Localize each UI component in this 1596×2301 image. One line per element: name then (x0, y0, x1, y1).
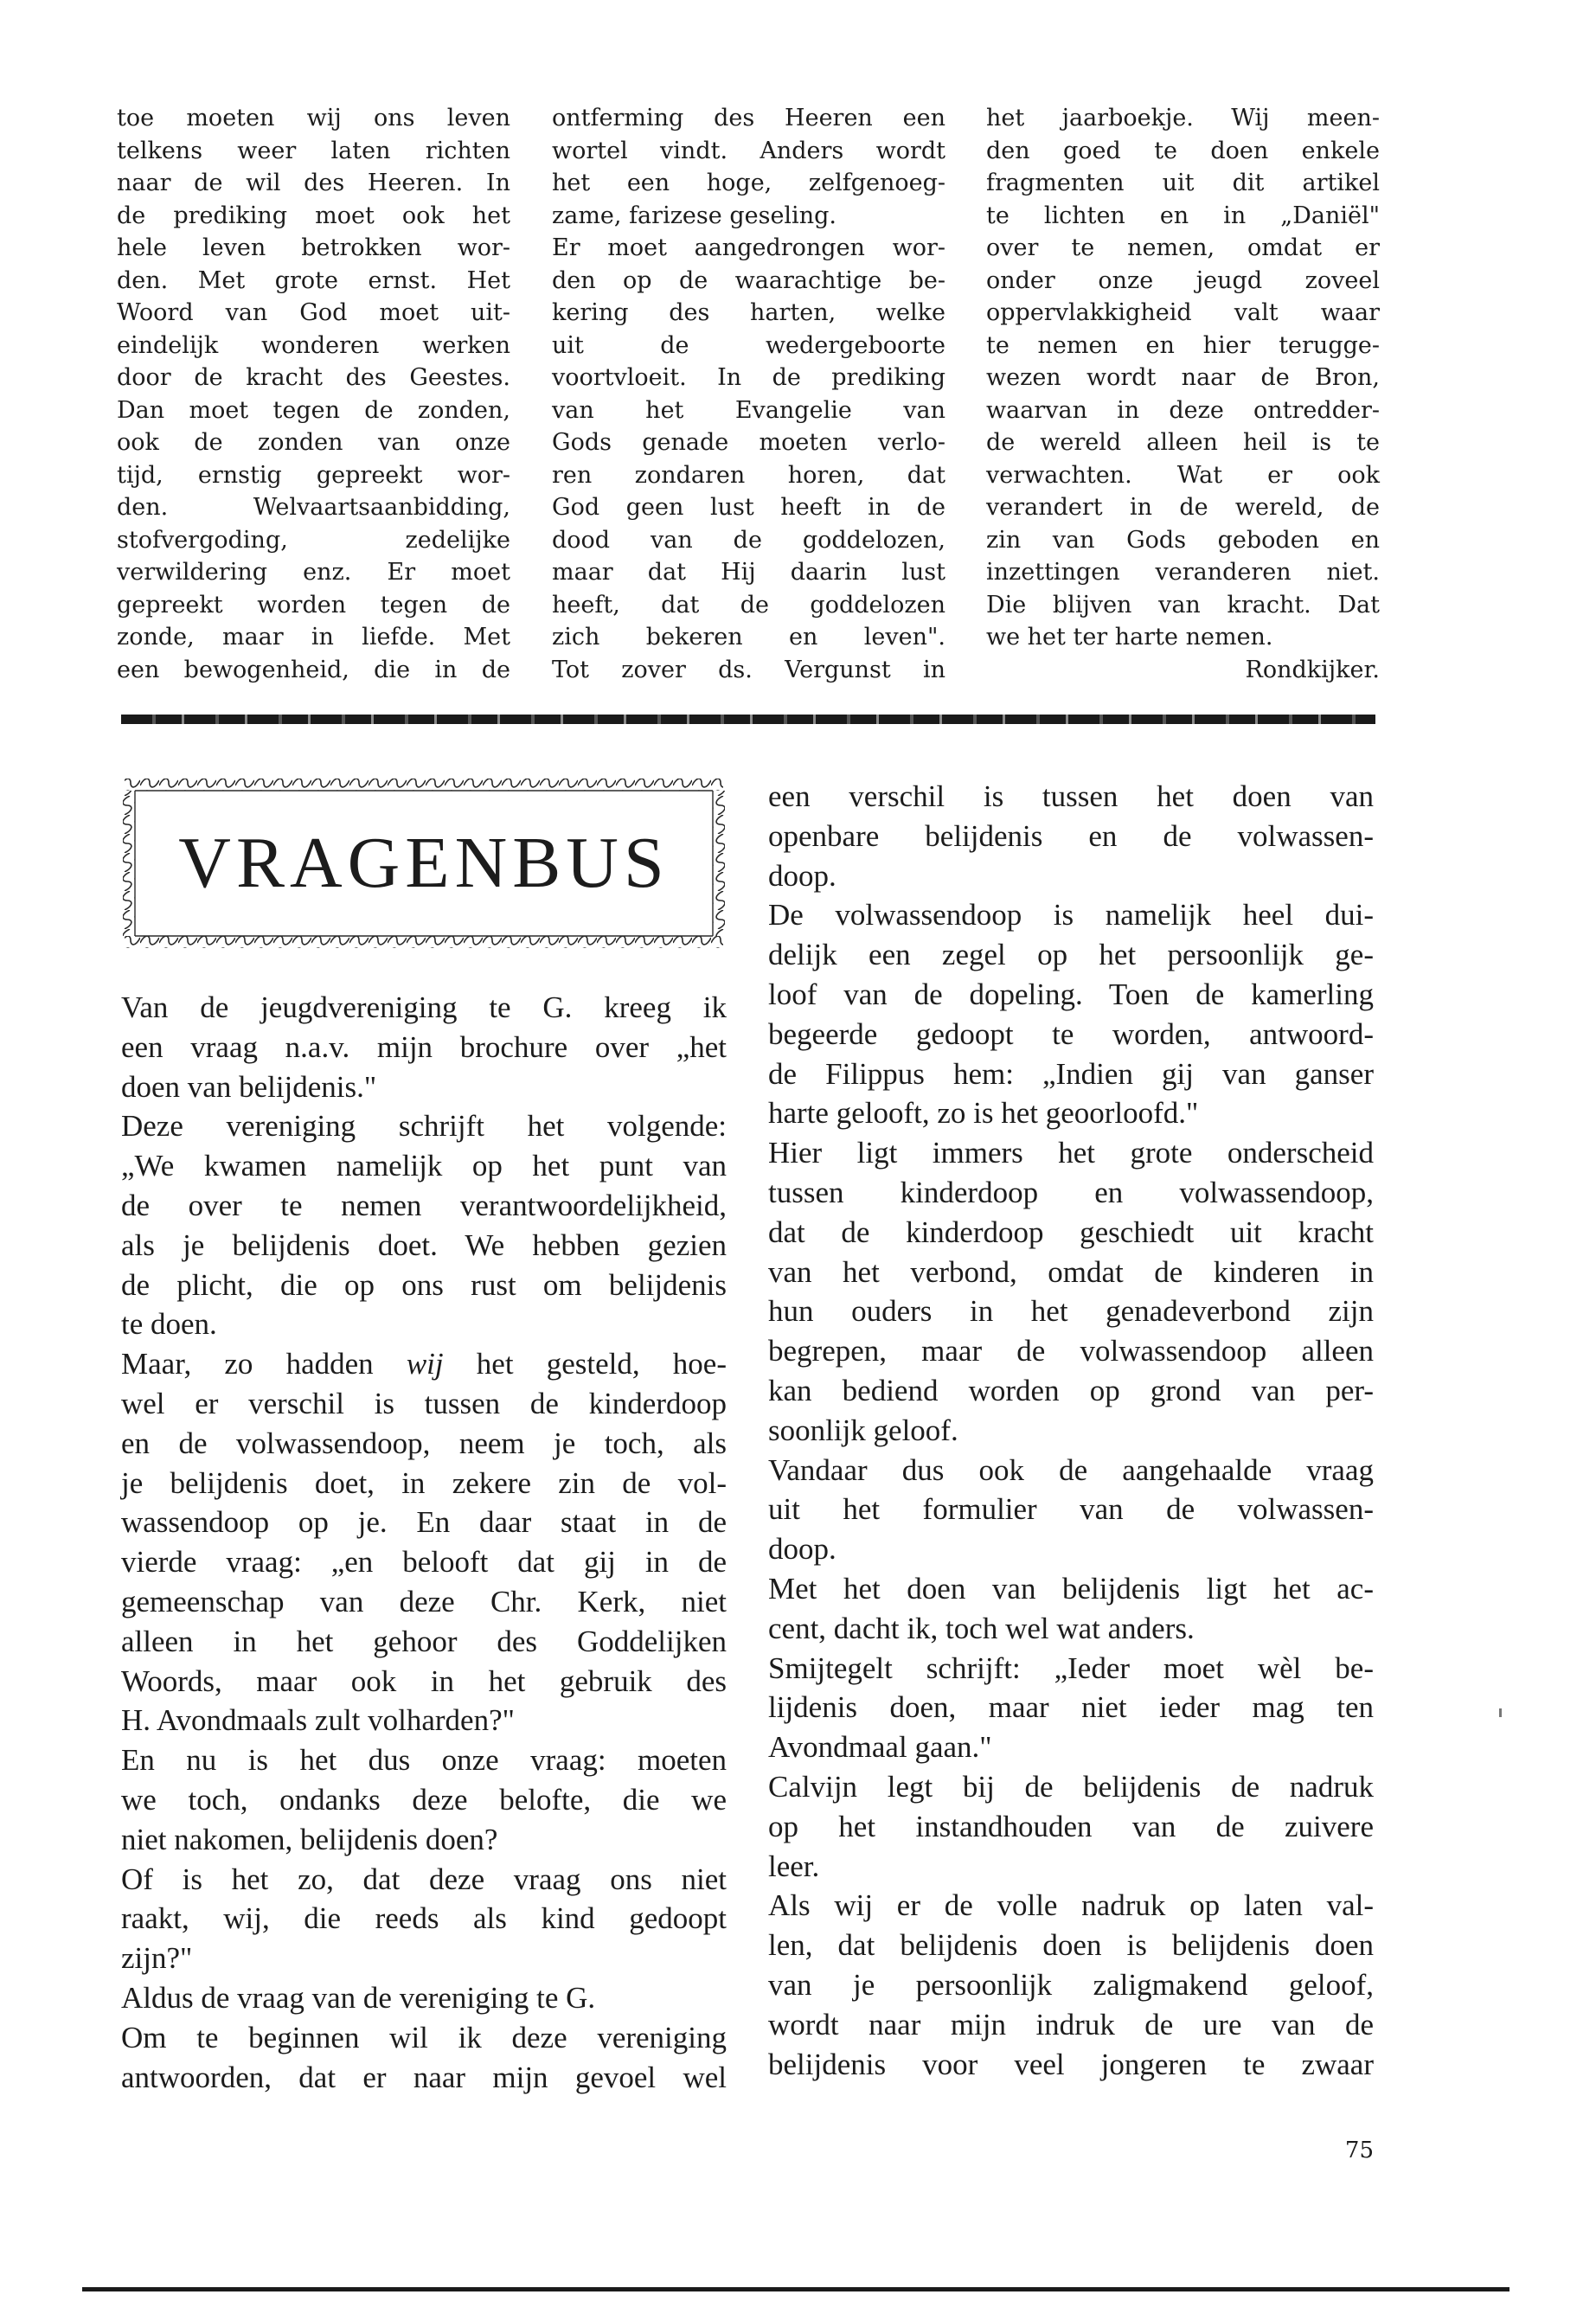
text-line: verwildering enz. Er moet (117, 559, 510, 586)
text-line: raakt, wij, die reeds als kind gedoopt (121, 1901, 727, 1936)
text-line: ontferming des Heeren een (552, 105, 945, 131)
text-line: len, dat belijdenis doen is belijdenis doen (768, 1928, 1374, 1963)
text-line: we toch, ondanks deze belofte, die we (121, 1782, 727, 1817)
text-line: antwoorden, dat er naar mijn gevoel wel (121, 2060, 727, 2094)
text-line: door de kracht des Geestes. (117, 364, 510, 391)
top-column-3 (986, 102, 1380, 686)
top-column-1 (117, 102, 510, 686)
text-line: begrepen, maar de volwassendoop alleen (768, 1334, 1374, 1368)
text-line: Dan moet tegen de zonden, (117, 396, 510, 424)
text-line: Van de jeugdvereniging te G. kreeg ik (121, 990, 727, 1024)
text-line: de plicht, die op ons rust om belijdenis (121, 1267, 727, 1302)
text-line: En nu is het dus onze vraag: moeten (121, 1743, 727, 1778)
text-line: doop. (768, 1532, 836, 1567)
text-line: heeft, dat de goddelozen (552, 591, 945, 619)
text-line: van het verbond, omdat de kinderen in (768, 1254, 1374, 1289)
text-line: telkens weer laten richten (117, 137, 510, 164)
text-line: zich bekeren en leven". (552, 624, 945, 651)
vragenbus-heading-frame (121, 777, 727, 950)
text-line: wordt naar mijn indruk de ure van de (768, 2007, 1374, 2041)
text-line: De volwassendoop is namelijk heel dui- (768, 898, 1374, 933)
text-line: niet nakomen, belijdenis doen? (121, 1822, 498, 1856)
text-line: de Filippus hem: „Indien gij van ganser (768, 1056, 1374, 1091)
text-line: Of is het zo, dat deze vraag ons niet (121, 1862, 727, 1896)
text-line: over te nemen, omdat er (986, 234, 1380, 261)
text-line: hun ouders in het genadeverbond zijn (768, 1294, 1374, 1329)
text-line: zame, farizese geseling. (552, 202, 836, 229)
text-line: Om te beginnen wil ik deze vereniging (121, 2020, 727, 2054)
text-line: naar de wil des Heeren. In (117, 170, 510, 196)
text-line: H. Avondmaals zult volharden?" (121, 1703, 515, 1738)
text-line: belijdenis voor veel jongeren te zwaar (768, 2047, 1374, 2081)
text-line: gemeenschap van deze Chr. Kerk, niet (121, 1584, 727, 1618)
text-line: verwachten. Wat er ook (986, 461, 1380, 489)
text-line: het jaarboekje. Wij meen- (986, 105, 1380, 131)
text-line: den goed te doen enkele (986, 137, 1380, 164)
text-line: en de volwassendoop, neem je toch, als (121, 1426, 727, 1460)
text-line: een vraag n.a.v. mijn brochure over „het (121, 1029, 727, 1064)
text-line: onder onze jeugd zoveel (986, 266, 1380, 294)
text-line: te nemen en hier terugge- (986, 331, 1380, 359)
text-line: zonde, maar in liefde. Met (117, 624, 510, 651)
text-line: Tot zover ds. Vergunst in (552, 656, 945, 683)
text-line: kering des harten, welke (552, 299, 945, 326)
text-line: Calvijn legt bij de belijdenis de nadruk (768, 1769, 1374, 1804)
text-line: den op de waarachtige be- (552, 266, 945, 294)
text-line: vierde vraag: „en belooft dat gij in de (121, 1545, 727, 1580)
text-line: kan bediend worden op grond van per- (768, 1373, 1374, 1407)
text-line: Smijtegelt schrijft: „Ieder moet wèl be- (768, 1650, 1374, 1685)
text-line: Met het doen van belijdenis ligt het ac- (768, 1571, 1374, 1606)
text-line: de wereld alleen heil is te (986, 429, 1380, 456)
text-line: harte gelooft, zo is het geoorloofd." (768, 1096, 1199, 1131)
text-line: wezen wordt naar de Bron, (986, 364, 1380, 391)
text-line: de over te nemen verantwoordelijkheid, (121, 1188, 727, 1222)
text-line: doen van belijdenis." (121, 1069, 377, 1104)
text-line: toe moeten wij ons leven (117, 105, 510, 131)
text-line: van het Evangelie van (552, 396, 945, 424)
author-signature: Rondkijker. (1245, 656, 1380, 683)
text-line: delijk een zegel op het persoonlijk ge- (768, 938, 1374, 972)
text-line: cent, dacht ik, toch wel wat anders. (768, 1611, 1195, 1645)
text-line: verandert in de wereld, de (986, 494, 1380, 521)
text-line: eindelijk wonderen werken (117, 331, 510, 359)
text-line: een verschil is tussen het doen van (768, 779, 1374, 813)
text-line: hele leven betrokken wor- (117, 234, 510, 261)
text-line: loof van de dopeling. Toen de kamerling (768, 977, 1374, 1011)
text-line: maar dat Hij daarin lust (552, 559, 945, 586)
text-line: den. Welvaartsaanbidding, (117, 494, 510, 521)
text-line: den. Met grote ernst. Het (117, 266, 510, 294)
text-line: waarvan in deze ontredder- (986, 396, 1380, 424)
text-line: leer. (768, 1849, 820, 1883)
text-line: Deze vereniging schrijft het volgende: (121, 1109, 727, 1144)
text-line: tijd, ernstig gepreekt wor- (117, 461, 510, 489)
text-line: wassendoop op je. En daar staat in de (121, 1505, 727, 1540)
text-line: dat de kinderdoop geschiedt uit kracht (768, 1215, 1374, 1249)
text-line: de prediking moet ook het (117, 202, 510, 229)
text-line: doop. (768, 858, 836, 893)
print-speck (1499, 1708, 1502, 1717)
text-line: inzettingen veranderen niet. (986, 559, 1380, 586)
text-line: lijdenis doen, maar niet ieder mag ten (768, 1690, 1374, 1725)
text-line: uit het formulier van de volwassen- (768, 1492, 1374, 1527)
text-line: we het ter harte nemen. (986, 624, 1273, 651)
text-line: als je belijdenis doet. We hebben gezien (121, 1227, 727, 1262)
text-line: Er moet aangedrongen wor- (552, 234, 945, 261)
text-line: uit de wedergeboorte (552, 331, 945, 359)
text-line: God geen lust heeft in de (552, 494, 945, 521)
text-line: Die blijven van kracht. Dat (986, 591, 1380, 619)
text-line: Hier ligt immers het grote onderscheid (768, 1136, 1374, 1170)
text-line: begeerde gedoopt te worden, antwoord- (768, 1016, 1374, 1051)
text-line: Woord van God moet uit- (117, 299, 510, 326)
text-line: Als wij er de volle nadruk op laten val- (768, 1888, 1374, 1923)
text-line: zin van Gods geboden en (986, 526, 1380, 554)
text-line: Maar, zo hadden wij het gesteld, hoe- (121, 1347, 727, 1381)
text-line: ook de zonden van onze (117, 429, 510, 456)
text-line: Gods genade moeten verlo- (552, 429, 945, 456)
text-line: van je persoonlijk zaligmakend geloof, (768, 1967, 1374, 2002)
text-line: te doen. (121, 1307, 217, 1342)
text-line: voortvloeit. In de prediking (552, 364, 945, 391)
text-line: gepreekt worden tegen de (117, 591, 510, 619)
vragenbus-column-right (768, 777, 1374, 2084)
text-line: Woords, maar ook in het gebruik des (121, 1663, 727, 1698)
text-line: „We kwamen namelijk op het punt van (121, 1149, 727, 1183)
text-line: fragmenten uit dit artikel (986, 170, 1380, 196)
top-column-2 (552, 102, 945, 686)
section-title: VRAGENBUS (178, 823, 670, 903)
text-line: Aldus de vraag van de vereniging te G. (121, 1980, 596, 2015)
text-line: een bewogenheid, die in de (117, 656, 510, 683)
page-number: 75 (1344, 2138, 1374, 2163)
text-line: je belijdenis doet, in zekere zin de vol- (121, 1465, 727, 1500)
text-line: het een hoge, zelfgenoeg- (552, 170, 945, 196)
text-line: wel er verschil is tussen de kinderdoop (121, 1386, 727, 1420)
vragenbus-column-left (121, 988, 727, 2097)
text-line: zijn?" (121, 1941, 193, 1976)
text-line: dood van de goddelozen, (552, 526, 945, 554)
text-line: wortel vindt. Anders wordt (552, 137, 945, 164)
text-line: stofvergoding, zedelijke (117, 526, 510, 554)
text-line: oppervlakkigheid valt waar (986, 299, 1380, 326)
text-line: op het instandhouden van de zuivere (768, 1809, 1374, 1843)
text-line: Vandaar dus ook de aangehaalde vraag (768, 1452, 1374, 1487)
text-line: ren zondaren horen, dat (552, 461, 945, 489)
text-line: te lichten en in „Daniël" (986, 202, 1380, 229)
text-line: alleen in het gehoor des Goddelijken (121, 1624, 727, 1658)
section-divider (121, 715, 1375, 724)
bottom-rule (82, 2287, 1509, 2291)
text-line: openbare belijdenis en de volwassen- (768, 818, 1374, 853)
text-line: soonlijk geloof. (768, 1413, 958, 1447)
text-line: tussen kinderdoop en volwassendoop, (768, 1175, 1374, 1209)
text-line: Avondmaal gaan." (768, 1730, 992, 1765)
